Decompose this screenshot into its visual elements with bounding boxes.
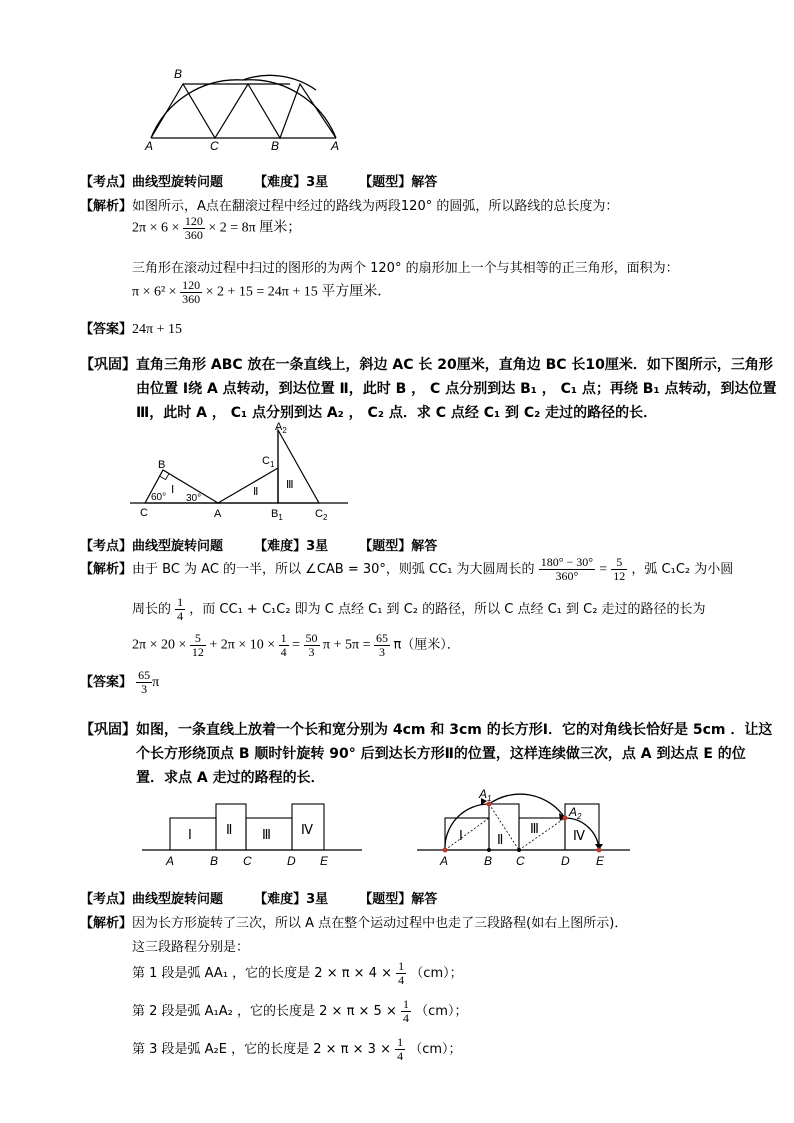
- fig2-angle-60: 60°: [151, 492, 167, 503]
- rect-label-1: Ⅰ: [459, 828, 463, 843]
- kaodian-value: 曲线型旋转问题: [132, 175, 224, 190]
- seg1-unit: （cm）；: [410, 966, 463, 981]
- rect-label-4: Ⅳ: [573, 828, 585, 843]
- rect-label-4: Ⅳ: [301, 822, 313, 837]
- solution-1: [80, 195, 618, 214]
- solution-1-eq2: [132, 279, 391, 306]
- question-2: [80, 353, 776, 425]
- kaodian-tag: 【考点】: [80, 892, 133, 907]
- fig2-label-c2: $C_2$: [315, 508, 328, 522]
- seg1-fraction: $\frac{1}{4}$: [398, 959, 405, 987]
- fig2-label-a2: $A_2$: [275, 421, 287, 435]
- nandu-tag: 【难度】: [254, 539, 307, 554]
- answer-fraction: $\frac{65}{3}$: [138, 668, 151, 696]
- fig2-label-b: B: [158, 459, 166, 471]
- gonggu-tag: 【巩固】: [80, 722, 136, 738]
- solution-1-line1: 如图所示，A点在翻滚过程中经过的路线为两段120° 的圆弧，所以路线的总长度为：: [132, 199, 619, 214]
- solution-3-line2: 这三段路程分别是：: [132, 940, 250, 955]
- eq1-right: × 2 = 8π 厘米；: [208, 220, 302, 236]
- rect-label-2: Ⅱ: [226, 822, 233, 837]
- eq-part-b: + 2π × 10 ×: [209, 637, 276, 653]
- jiexi-tag: 【解析】: [80, 916, 133, 931]
- kaodian-tag: 【考点】: [80, 175, 133, 190]
- solution-3-seg2: [132, 998, 467, 1025]
- eq-part-c: =: [292, 637, 301, 653]
- q3-line1: 如图，一条直线上放着一个长和宽分别为 4cm 和 3cm 的长方形Ⅰ．它的对角线长恰好是 5cm ．让这: [136, 722, 773, 738]
- solution-3-seg3: [132, 1036, 462, 1063]
- tixing-value: 解答: [411, 539, 438, 554]
- fig1-label-c: C: [210, 139, 219, 152]
- eq-part-d: π + 5π =: [323, 637, 371, 653]
- sol2-frac2: $\frac{5}{12}$: [613, 555, 626, 583]
- point-c: C: [243, 854, 252, 868]
- q2-line1: 直角三角形 ABC 放在一条直线上，斜边 AC 长 20厘米，直角边 BC 长10厘米．如下图所示，三角形: [136, 357, 773, 373]
- q2-line3: Ⅲ，此时 A ， C₁ 点分别到达 A₂ ， C₂ 点．求 C 点经 C₁ 到 C₂ 走过的路径的长．: [136, 405, 658, 421]
- rect-label-3: Ⅲ: [262, 827, 271, 842]
- fig2-roman-2: Ⅱ: [253, 486, 259, 498]
- seg3-text: 第 3 段是弧 A₂E ，它的长度是 2 × π × 3 ×: [132, 1042, 391, 1057]
- fig2-label-c1: $C_1$: [262, 455, 275, 469]
- figure-rectangles-right: [415, 780, 635, 872]
- eq-frac-3: $\frac{50}{3}$: [305, 631, 318, 659]
- solution-1-line2: 三角形在滚动过程中扫过的图形的为两个 120° 的扇形加上一个与其相等的正三角形，面积为：: [132, 261, 679, 276]
- fig1-label-b2: B: [271, 139, 280, 152]
- q3-line2: 个长方形绕顶点 B 顺时针旋转 90° 后到达长方形Ⅱ的位置，这样连续做三次，点 A 到达点 E 的位: [136, 746, 746, 762]
- tixing-value: 解答: [411, 175, 438, 190]
- fig2-label-c: C: [140, 507, 148, 519]
- sol2-frac1: $\frac{180^\circ - 30^\circ}{360^\circ}$: [540, 555, 594, 583]
- q2-line2: 由位置 Ⅰ绕 A 点转动，到达位置 Ⅱ，此时 B ， C 点分别到达 B₁ ， C₁ 点；再绕 B₁ 点转动，到达位置: [136, 381, 777, 397]
- point-c: C: [516, 854, 525, 868]
- seg3-unit: （cm）；: [409, 1042, 462, 1057]
- rect-label-1: Ⅰ: [188, 827, 192, 842]
- nandu-tag: 【难度】: [254, 892, 307, 907]
- answer-tag: 【答案】: [80, 675, 133, 690]
- q3-line3: 置．求点 A 走过的路程的长．: [136, 770, 325, 786]
- point-b: B: [484, 854, 493, 868]
- fig2-roman-1: Ⅰ: [171, 484, 175, 496]
- point-a: A: [166, 854, 175, 868]
- fig1-label-a2: A: [331, 139, 340, 152]
- eq-part-a: 2π × 20 ×: [132, 637, 187, 653]
- seg2-unit: （cm）；: [415, 1004, 468, 1019]
- nandu-value: 3星: [306, 892, 329, 907]
- point-d: D: [287, 854, 296, 868]
- solution-2-equation: [132, 632, 460, 659]
- point-a2: $A_2$: [569, 805, 582, 821]
- sol2-eq-sign: =: [599, 562, 608, 577]
- sol2-text-2b: ，而 CC₁ + C₁C₂ 即为 C 点经 C₁ 到 C₂ 的路径，所以 C 点经 C₁ 到 C₂ 走过的路径的长为: [189, 602, 706, 617]
- solution-2-line1: [80, 556, 733, 583]
- meta-row-3: [80, 888, 437, 907]
- fig2-label-a: A: [214, 508, 222, 520]
- tixing-tag: 【题型】: [359, 175, 412, 190]
- rect-label-2: Ⅱ: [497, 832, 504, 847]
- point-a: A: [440, 854, 449, 868]
- eq-frac-4: $\frac{65}{3}$: [375, 631, 388, 659]
- gonggu-tag: 【巩固】: [80, 357, 136, 373]
- sol2-text-2a: 周长的: [132, 602, 172, 617]
- jiexi-tag: 【解析】: [80, 562, 133, 577]
- seg2-fraction: $\frac{1}{4}$: [403, 997, 409, 1025]
- kaodian-tag: 【考点】: [80, 539, 133, 554]
- tixing-tag: 【题型】: [359, 892, 412, 907]
- fig2-label-b1: $B_1$: [271, 508, 283, 522]
- answer-1: [80, 318, 182, 338]
- kaodian-value: 曲线型旋转问题: [132, 892, 224, 907]
- solution-1-eq1: [132, 215, 301, 242]
- nandu-value: 3星: [306, 175, 329, 190]
- rect-label-3: Ⅲ: [530, 821, 539, 836]
- solution-2-line2: [132, 596, 706, 623]
- eq2-fraction: $\frac{120}{360}$: [182, 278, 201, 306]
- fig2-roman-3: Ⅲ: [286, 479, 294, 491]
- tixing-value: 解答: [411, 892, 438, 907]
- point-b: B: [210, 854, 219, 868]
- point-a1: $A_1$: [479, 787, 492, 803]
- eq2-left: π × 6² ×: [132, 284, 177, 300]
- eq-frac-2: $\frac{1}{4}$: [280, 631, 287, 659]
- figure-rolling-triangle: [140, 62, 360, 152]
- jiexi-tag: 【解析】: [80, 199, 133, 214]
- meta-row-1: [80, 171, 437, 190]
- fig1-label-b: B: [174, 67, 183, 81]
- point-d: D: [561, 854, 570, 868]
- sol3-text-1: 因为长方形旋转了三次，所以 A 点在整个运动过程中也走了三段路程(如右上图所示)．: [132, 916, 628, 931]
- eq-part-e: π（厘米）．: [393, 637, 460, 653]
- figure-rectangles-left: [140, 800, 365, 872]
- eq-frac-1: $\frac{5}{12}$: [191, 631, 204, 659]
- figure-right-triangle-rotation: [128, 418, 353, 523]
- answer-pi: π: [152, 675, 160, 690]
- eq1-left: 2π × 6 ×: [132, 220, 180, 236]
- seg3-fraction: $\frac{1}{4}$: [397, 1035, 404, 1063]
- answer-2: [80, 669, 159, 696]
- eq1-fraction: $\frac{120}{360}$: [184, 214, 203, 242]
- sol2-text-c: ，弧 C₁C₂ 为小圆: [631, 562, 734, 577]
- seg1-text: 第 1 段是弧 AA₁ ，它的长度是 2 × π × 4 ×: [132, 966, 393, 981]
- point-e: E: [596, 854, 605, 868]
- sol2-text-a: 由于 BC 为 AC 的一半，所以 ∠CAB = 30°，则弧 CC₁ 为大圆周长的: [132, 562, 535, 577]
- answer-tag: 【答案】: [80, 322, 133, 337]
- nandu-tag: 【难度】: [254, 175, 307, 190]
- kaodian-value: 曲线型旋转问题: [132, 539, 224, 554]
- sol2-frac3: $\frac{1}{4}$: [177, 595, 184, 623]
- solution-3-seg1: [132, 960, 463, 987]
- fig2-angle-30: 30°: [186, 493, 202, 504]
- fig1-label-a: A: [145, 139, 154, 152]
- eq2-right: × 2 + 15 = 24π + 15 平方厘米．: [205, 284, 392, 300]
- answer-value: 24π + 15: [132, 322, 182, 337]
- solution-3-line1: [80, 912, 627, 931]
- seg2-text: 第 2 段是弧 A₁A₂ ，它的长度是 2 × π × 5 ×: [132, 1004, 397, 1019]
- tixing-tag: 【题型】: [359, 539, 412, 554]
- point-e: E: [320, 854, 329, 868]
- nandu-value: 3星: [306, 539, 329, 554]
- meta-row-2: [80, 535, 437, 554]
